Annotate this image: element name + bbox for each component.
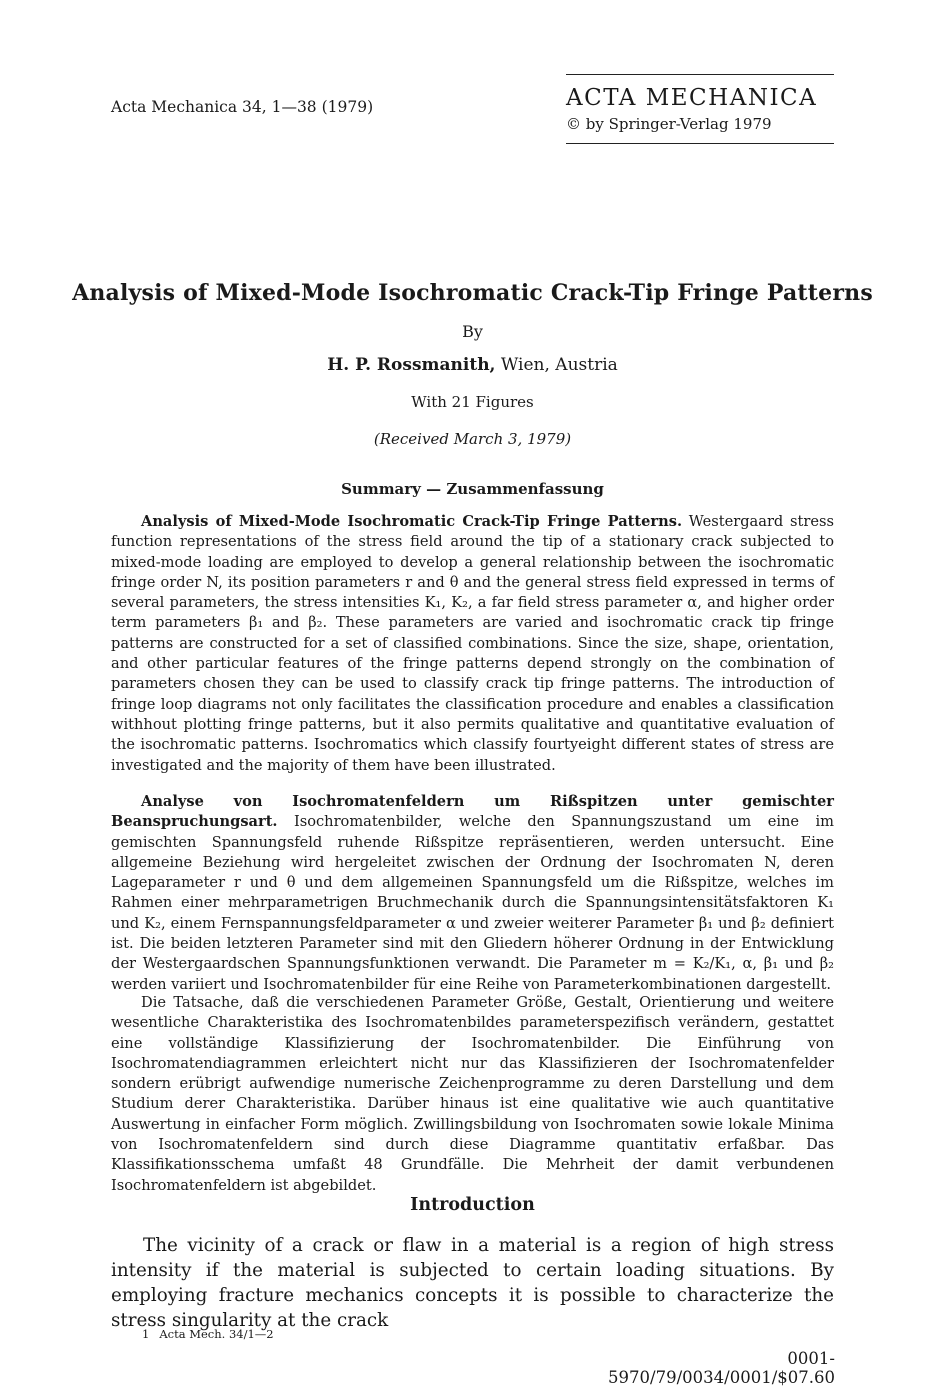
figure-count: With 21 Figures [411,393,534,411]
english-summary [111,512,834,776]
german-summary-lead: Analyse von Isochromatenfeldern um Rißspitzen unter gemischter Beanspruchungsart. [111,793,834,831]
masthead-bottom-rule [566,143,834,144]
masthead-top-rule [566,74,834,75]
article-title: Analysis of Mixed-Mode Isochromatic Crack-Tip Fringe Patterns [72,280,873,306]
author-location: Wien, Austria [495,355,618,375]
english-summary-lead: Analysis of Mixed-Mode Isochromatic Crack-Tip Fringe Patterns. [141,513,683,530]
summary-heading: Summary — Zusammenfassung [341,480,604,498]
masthead-title: ACTA MECHANICA [566,85,818,111]
introduction-body: The vicinity of a crack or flaw in a material is a region of high stress intensity if the material is subjected to certain loading situations. By employing fracture mechanics concepts it is possible to characterize the stress singularity at the crack [111,1235,834,1331]
footnote [142,1327,274,1341]
footnote-text: Acta Mech. 34/1—2 [159,1327,274,1341]
article-code: 0001-5970/79/0034/0001/$07.60 [608,1349,835,1387]
author-line [0,355,945,375]
journal-masthead [566,74,834,144]
german-summary [111,792,834,995]
masthead-copyright: © by Springer-Verlag 1979 [566,115,772,133]
introduction-heading: Introduction [410,1195,535,1215]
english-summary-body: Westergaard stress function representations of the stress field around the tip of a stationary crack subjected to mixed-mode loading are employed to develop a general relationship between the isochromatic fringe order N, its position parameters r and θ and the general stress field expressed in terms of several parameters, the stress intensities K₁, K₂, a far field stress parameter α, and higher order term parameters β₁ and β₂. These parameters are varied and isochromatic crack tip fringe patterns are constructed for a set of classified combinations. Since the size, shape, orientation, and other particular features of the fringe patterns depend strongly on the combination of parameters chosen they can be used to classify crack tip fringe patterns. The introduction of fringe loop diagrams not only facilitates the classification procedure and enables a classification withhout plotting fringe patterns, but it also permits qualitative and quantitative evaluation of the isochromatic patterns. Isochromatics which classify fourtyeight different states of stress are investigated and the majority of them have been illustrated. [111,513,834,774]
footnote-number: 1 [142,1327,150,1341]
received-date: (Received March 3, 1979) [373,430,572,448]
journal-reference: Acta Mechanica 34, 1—38 (1979) [111,98,374,116]
german-summary-body: Isochromatenbilder, welche den Spannungszustand um eine im gemischten Spannungsfeld ruhende Rißspitze repräsentieren, werden untersucht. Eine allgemeine Beziehung wird hergeleitet zwischen der Ordnung der Isochromaten N, deren Lageparameter r und θ und dem allgemeinen Spannungsfeld um die Rißspitze, welches im Rahmen einer mehrparametrigen Bruchmechanik durch die Spannungsintensitätsfaktoren K₁ und K₂, einem Fernspannungsfeldparameter α und zweier weiterer Parameter β₁ und β₂ definiert ist. Die beiden letzteren Parameter sind mit den Gliedern höherer Ordnung in der Entwicklung der Westergaardschen Spannungsfunktionen verwandt. Die Parameter m = K₂/K₁, α, β₁ und β₂ werden variiert und Isochromatenbilder für eine Reihe von Parameterkombinationen dargestellt. [111,813,834,993]
byline-by: By [462,322,483,341]
german-summary-body-2: Die Tatsache, daß die verschiedenen Parameter Größe, Gestalt, Orientierung und weitere wesentliche Charakteristika des Isochromatenbildes parameterspezifisch verändern, gestattet eine vollständige Klassifizierung der Isochromatenbilder. Die Einführung von Isochromatendiagrammen erleichtert nicht nur das Klassifizieren der Isochromatenfelder sondern erübrigt aufwendige numerische Zeichenprogramme zu deren Darstellung und dem Studium derer Charakteristika. Darüber hinaus ist eine qualitative wie auch quantitative Auswertung in einfacher Form möglich. Zwillingsbildung von Isochromaten sowie lokale Minima von Isochromatenfeldern sind durch diese Diagramme quantitativ erfaßbar. Das Klassifikationsschema umfaßt 48 Grundfälle. Die Mehrheit der damit verbundenen Isochromatenfeldern ist abgebildet. [111,994,834,1194]
german-summary-continued [111,993,834,1196]
introduction-text [111,1233,834,1333]
author-name: H. P. Rossmanith, [327,355,496,375]
